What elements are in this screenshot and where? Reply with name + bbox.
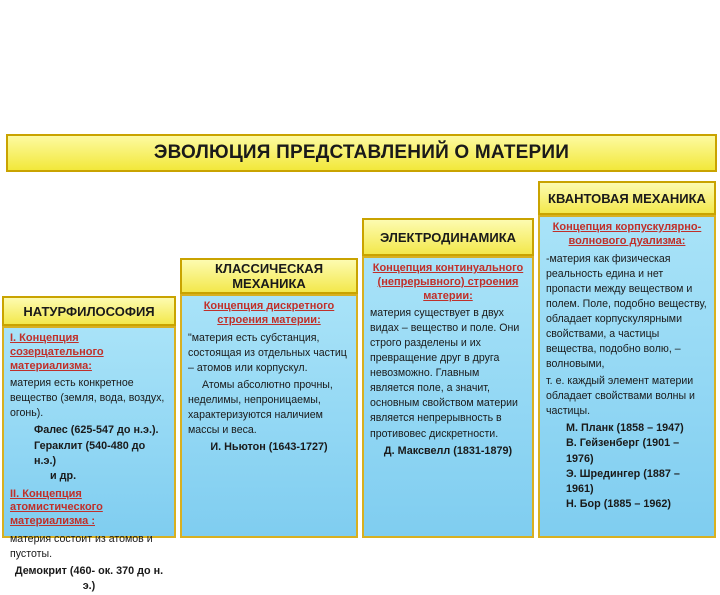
text-element-properties: т. е. каждый элемент материи обладает свойствами волны и частицы. xyxy=(546,374,695,417)
concept-wave-particle-duality: Концепция корпускулярно-волнового дуализма: xyxy=(552,221,702,247)
text-atoms-properties: Атомы абсолютно прочны, неделимы, непроницаемы, характеризуются наличием массы и веса. xyxy=(188,378,333,436)
header-electrodynamics: ЭЛЕКТРОДИНАМИКА xyxy=(362,218,534,256)
concept-continuous-matter: Концепция континуального (непрерывного) строения материи: xyxy=(372,262,524,302)
text-discrete-matter: "материя есть субстанция, состоящая из отдельных частиц – атомов или корпускул. xyxy=(188,331,347,374)
philosopher-heraclitus: Гераклит (540-480 до н.э.) xyxy=(34,439,146,467)
concept-contemplative-materialism: I. Концепция созерцательного материализма: xyxy=(10,332,104,372)
scientist-newton: И. Ньютон (1643-1727) xyxy=(210,440,328,453)
diagram-title: ЭВОЛЮЦИЯ ПРЕДСТАВЛЕНИЙ О МАТЕРИИ xyxy=(6,134,717,172)
scientist-planck: М. Планк (1858 – 1947) xyxy=(566,421,684,434)
scientist-schrodinger: Э. Шредингер (1887 – 1961) xyxy=(566,467,680,496)
block-electrodynamics xyxy=(362,256,534,538)
others-label: и др. xyxy=(50,470,77,483)
text-atomistic-materialism: материя состоит из атомов и пустоты. xyxy=(10,532,153,560)
scientist-heisenberg: В. Гейзенберг (1901 – 1976) xyxy=(566,437,680,465)
block-naturphilosophy xyxy=(2,326,176,593)
block-quantum-mechanics xyxy=(538,215,716,538)
text-wave-particle-duality: -материя как физическая реальность едина и нет пропасти между веществом и полем. Поле, подобно веществу, обладает корпускулярными свойствами, а частицы вещества, подобно волю, – волновыми, xyxy=(546,252,707,370)
block-classical-mechanics xyxy=(180,294,358,538)
header-classical-mechanics: КЛАССИЧЕСКАЯ МЕХАНИКА xyxy=(180,258,358,294)
concept-discrete-matter: Концепция дискретного строения материи: xyxy=(203,300,335,326)
header-quantum-mechanics: КВАНТОВАЯ МЕХАНИКА xyxy=(538,181,716,215)
philosopher-thales: Фалес (625-547 до н.э.). xyxy=(34,424,159,437)
header-naturphilosophy: НАТУРФИЛОСОФИЯ xyxy=(2,296,176,326)
text-continuous-matter: материя существует в двух видах – вещество и поле. Они строго разделены и их превращение друг в друга невозможно. Главным является поле, а значит, основным свойством материи является непрерывность в противовес дискретности. xyxy=(370,307,520,440)
scientist-bohr: Н. Бор (1885 – 1962) xyxy=(566,498,671,511)
concept-atomistic-materialism: II. Концепция атомистического материализма : xyxy=(10,487,103,528)
philosopher-democritus: Демокрит (460- ок. 370 до н. э.) xyxy=(14,564,164,593)
text-contemplative-materialism: материя есть конкретное вещество (земля, вода, воздух, огонь). xyxy=(10,377,165,420)
scientist-maxwell: Д. Максвелл (1831-1879) xyxy=(383,444,513,457)
